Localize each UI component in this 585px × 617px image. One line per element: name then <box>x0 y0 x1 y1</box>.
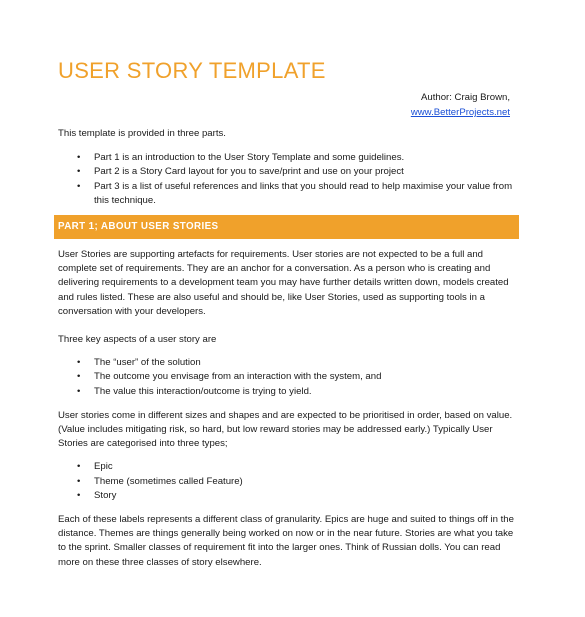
paragraph-key-aspects: Three key aspects of a user story are <box>58 334 217 346</box>
list-item: • Story <box>58 489 515 503</box>
author-line: Author: Craig Brown, <box>420 92 510 103</box>
document-title: USER STORY TEMPLATE <box>58 58 326 83</box>
list-item: • Theme (sometimes called Feature) <box>58 475 515 489</box>
list-item: • Part 1 is an introduction to the User Story Template and some guidelines. <box>58 151 515 165</box>
author-link[interactable]: www.BetterProjects.net <box>410 107 510 118</box>
author-block <box>411 90 510 120</box>
section-heading-part1: PART 1; ABOUT USER STORIES <box>54 215 519 239</box>
document-body <box>58 127 515 570</box>
types-list <box>58 460 515 503</box>
intro-list <box>58 151 515 208</box>
list-item: • The outcome you envisage from an interaction with the system, and <box>58 370 515 384</box>
list-item: • Part 3 is a list of useful references and links that you should read to help maximise your value from this technique. <box>58 180 515 208</box>
list-item: • The value this interaction/outcome is trying to yield. <box>58 385 515 399</box>
paragraph-story-sizes: User stories come in different sizes and shapes and are expected to be prioritised in order, based on value. (Value includes mitigating risk, so hard, but low reward stories may be addressed early.) Typically User Stories are categorised into three types; <box>58 409 513 450</box>
aspects-list <box>58 356 515 399</box>
intro-paragraph: This template is provided in three parts. <box>58 128 226 139</box>
paragraph-granularity: Each of these labels represents a different class of granularity. Epics are huge and suited to things off in the distance. Themes are things generally being worked on now or in the near future. Stories are what you take to the sprint. Smaller classes of requirement fit into the larger ones. Think of Russian dolls. You can read more on these three classes of story elsewhere. <box>58 514 514 568</box>
list-item: • Part 2 is a Story Card layout for you to save/print and use on your project <box>58 165 515 179</box>
list-item: • Epic <box>58 460 515 474</box>
list-item: • The “user” of the solution <box>58 356 515 370</box>
paragraph-about-stories: User Stories are supporting artefacts for requirements. User stories are not expected to be a full and complete set of requirements. They are an anchor for a conversation. As a person who is creating and delivering requirements to a development team you may have further details written down, models created and rules listed. These are also useful and should be, like User Stories, used as supporting tools in a conversation with your developers. <box>58 249 509 317</box>
